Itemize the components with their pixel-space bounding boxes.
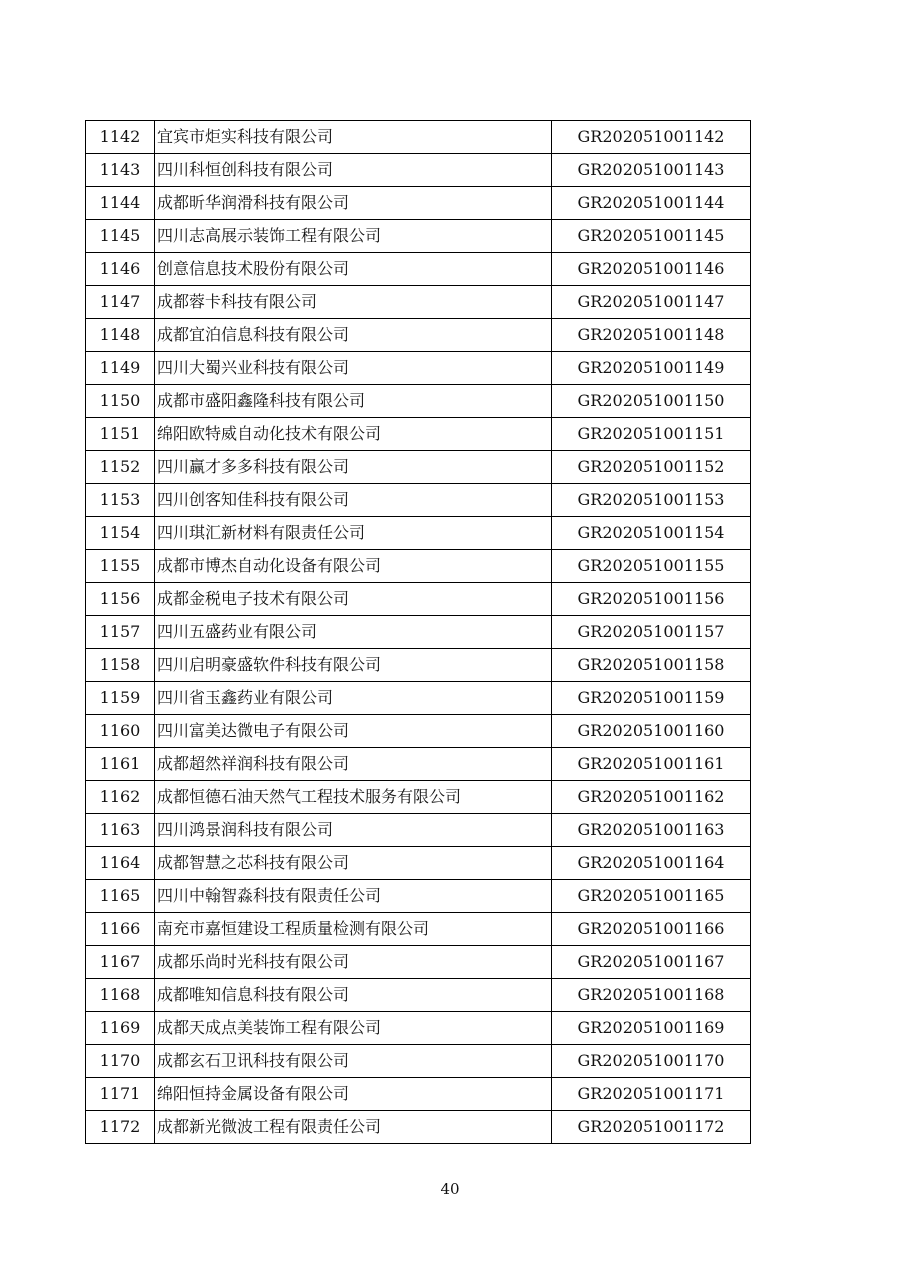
certificate-code-cell: GR202051001153 [552,484,751,517]
table-row [86,187,751,220]
company-name-cell: 成都超然祥润科技有限公司 [155,748,552,781]
certificate-code-cell: GR202051001167 [552,946,751,979]
row-number-cell: 1171 [86,1078,155,1111]
row-number-cell: 1158 [86,649,155,682]
row-number-cell: 1170 [86,1045,155,1078]
row-number-cell: 1162 [86,781,155,814]
row-number-cell: 1155 [86,550,155,583]
table-row [86,583,751,616]
certificate-code-cell: GR202051001155 [552,550,751,583]
row-number-cell: 1160 [86,715,155,748]
company-name-cell: 四川启明豪盛软件科技有限公司 [155,649,552,682]
company-name-cell: 四川五盛药业有限公司 [155,616,552,649]
table-row [86,682,751,715]
table-body [86,121,751,1144]
certificate-code-cell: GR202051001150 [552,385,751,418]
table-row [86,451,751,484]
table-row [86,1078,751,1111]
company-name-cell: 四川鸿景润科技有限公司 [155,814,552,847]
row-number-cell: 1156 [86,583,155,616]
certificate-code-cell: GR202051001161 [552,748,751,781]
certificate-code-cell: GR202051001172 [552,1111,751,1144]
table-row [86,517,751,550]
company-name-cell: 创意信息技术股份有限公司 [155,253,552,286]
table-row [86,220,751,253]
row-number-cell: 1159 [86,682,155,715]
table-row [86,1012,751,1045]
company-name-cell: 成都市博杰自动化设备有限公司 [155,550,552,583]
certificate-code-cell: GR202051001166 [552,913,751,946]
row-number-cell: 1153 [86,484,155,517]
row-number-cell: 1143 [86,154,155,187]
certificate-code-cell: GR202051001164 [552,847,751,880]
certificate-code-cell: GR202051001142 [552,121,751,154]
table-row [86,748,751,781]
certificate-code-cell: GR202051001152 [552,451,751,484]
company-name-cell: 成都蓉卡科技有限公司 [155,286,552,319]
certificate-code-cell: GR202051001143 [552,154,751,187]
table-row [86,847,751,880]
table-row [86,550,751,583]
company-name-cell: 绵阳恒持金属设备有限公司 [155,1078,552,1111]
row-number-cell: 1161 [86,748,155,781]
company-list-table [85,120,751,1144]
certificate-code-cell: GR202051001160 [552,715,751,748]
table-row [86,913,751,946]
company-name-cell: 成都唯知信息科技有限公司 [155,979,552,1012]
certificate-code-cell: GR202051001168 [552,979,751,1012]
certificate-code-cell: GR202051001156 [552,583,751,616]
table-row [86,121,751,154]
row-number-cell: 1169 [86,1012,155,1045]
table-row [86,253,751,286]
table-row [86,286,751,319]
certificate-code-cell: GR202051001145 [552,220,751,253]
table-row [86,814,751,847]
company-name-cell: 成都智慧之芯科技有限公司 [155,847,552,880]
row-number-cell: 1167 [86,946,155,979]
certificate-code-cell: GR202051001158 [552,649,751,682]
company-name-cell: 成都昕华润滑科技有限公司 [155,187,552,220]
table-row [86,616,751,649]
table-row [86,715,751,748]
certificate-code-cell: GR202051001147 [552,286,751,319]
company-name-cell: 成都宜泊信息科技有限公司 [155,319,552,352]
certificate-code-cell: GR202051001171 [552,1078,751,1111]
certificate-code-cell: GR202051001163 [552,814,751,847]
table-row [86,154,751,187]
company-name-cell: 四川创客知佳科技有限公司 [155,484,552,517]
certificate-code-cell: GR202051001146 [552,253,751,286]
company-name-cell: 四川赢才多多科技有限公司 [155,451,552,484]
row-number-cell: 1144 [86,187,155,220]
company-name-cell: 四川琪汇新材料有限责任公司 [155,517,552,550]
company-name-cell: 宜宾市炬实科技有限公司 [155,121,552,154]
company-name-cell: 南充市嘉恒建设工程质量检测有限公司 [155,913,552,946]
company-name-cell: 四川志高展示装饰工程有限公司 [155,220,552,253]
row-number-cell: 1165 [86,880,155,913]
certificate-code-cell: GR202051001165 [552,880,751,913]
row-number-cell: 1149 [86,352,155,385]
company-name-cell: 成都新光微波工程有限责任公司 [155,1111,552,1144]
row-number-cell: 1147 [86,286,155,319]
company-name-cell: 四川中翰智淼科技有限责任公司 [155,880,552,913]
certificate-code-cell: GR202051001151 [552,418,751,451]
company-name-cell: 成都乐尚时光科技有限公司 [155,946,552,979]
row-number-cell: 1163 [86,814,155,847]
table-row [86,1111,751,1144]
certificate-code-cell: GR202051001157 [552,616,751,649]
certificate-code-cell: GR202051001159 [552,682,751,715]
row-number-cell: 1166 [86,913,155,946]
row-number-cell: 1142 [86,121,155,154]
row-number-cell: 1168 [86,979,155,1012]
certificate-code-cell: GR202051001170 [552,1045,751,1078]
certificate-code-cell: GR202051001148 [552,319,751,352]
certificate-code-cell: GR202051001149 [552,352,751,385]
company-name-cell: 绵阳欧特威自动化技术有限公司 [155,418,552,451]
row-number-cell: 1157 [86,616,155,649]
row-number-cell: 1152 [86,451,155,484]
row-number-cell: 1146 [86,253,155,286]
row-number-cell: 1154 [86,517,155,550]
table-row [86,880,751,913]
table-row [86,484,751,517]
company-name-cell: 成都恒德石油天然气工程技术服务有限公司 [155,781,552,814]
table-row [86,946,751,979]
table-row [86,979,751,1012]
certificate-code-cell: GR202051001144 [552,187,751,220]
company-name-cell: 四川省玉鑫药业有限公司 [155,682,552,715]
page-number: 40 [440,1180,460,1198]
company-name-cell: 四川科恒创科技有限公司 [155,154,552,187]
company-name-cell: 成都玄石卫讯科技有限公司 [155,1045,552,1078]
company-name-cell: 成都金税电子技术有限公司 [155,583,552,616]
company-name-cell: 成都市盛阳鑫隆科技有限公司 [155,385,552,418]
company-name-cell: 四川大蜀兴业科技有限公司 [155,352,552,385]
company-name-cell: 成都天成点美装饰工程有限公司 [155,1012,552,1045]
certificate-code-cell: GR202051001169 [552,1012,751,1045]
row-number-cell: 1164 [86,847,155,880]
row-number-cell: 1148 [86,319,155,352]
table-row [86,418,751,451]
row-number-cell: 1151 [86,418,155,451]
table-row [86,352,751,385]
certificate-code-cell: GR202051001162 [552,781,751,814]
company-name-cell: 四川富美达微电子有限公司 [155,715,552,748]
table-row [86,1045,751,1078]
table-row [86,319,751,352]
certificate-code-cell: GR202051001154 [552,517,751,550]
row-number-cell: 1150 [86,385,155,418]
table-row [86,781,751,814]
table-row [86,385,751,418]
table-row [86,649,751,682]
row-number-cell: 1145 [86,220,155,253]
row-number-cell: 1172 [86,1111,155,1144]
